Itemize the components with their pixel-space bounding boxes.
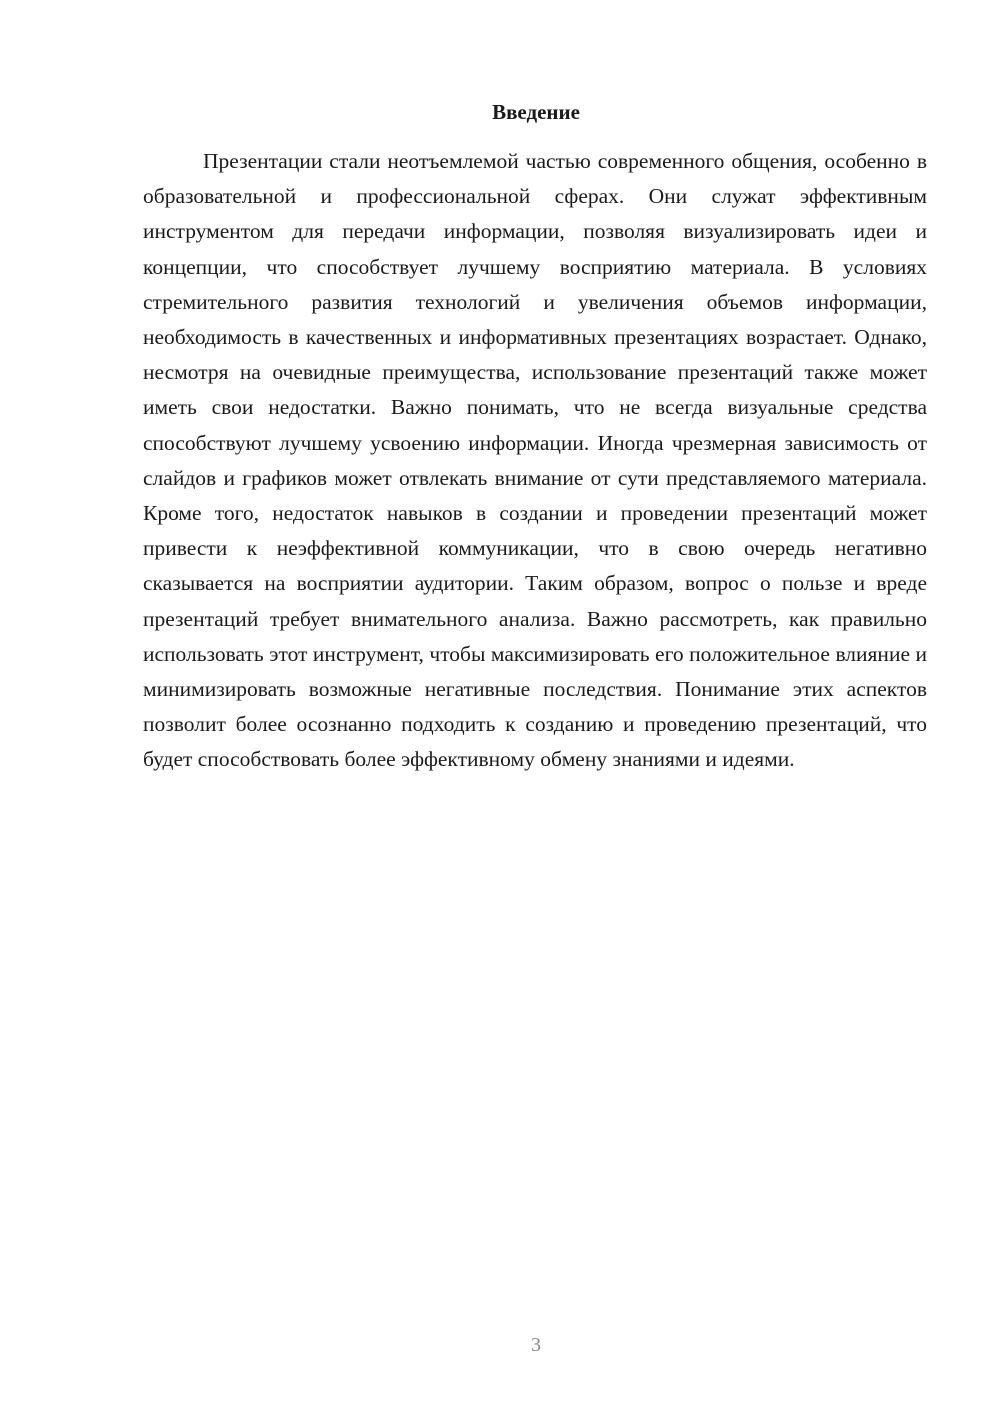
body-paragraph: Презентации стали неотъемлемой частью современного общения, особенно в образовательной и профессиональной сферах. Они служат эффективным инструментом для передачи информации, позволяя визуализировать идеи и концепции, что способствует лучшему восприятию материала. В условиях стремительного развития технологий и увеличения объемов информации, необходимость в качественных и информативных презентациях возрастает. Однако, несмотря на очевидные преимущества, использование презентаций также может иметь свои недостатки. Важно понимать, что не всегда визуальные средства способствуют лучшему усвоению информации. Иногда чрезмерная зависимость от слайдов и графиков может отвлекать внимание от сути представляемого материала. Кроме того, недостаток навыков в создании и проведении презентаций может привести к неэффективной коммуникации, что в свою очередь негативно сказывается на восприятии аудитории. Таким образом, вопрос о пользе и вреде презентаций требует внимательного анализа. Важно рассмотреть, как правильно использовать этот инструмент, чтобы максимизировать его положительное влияние и минимизировать возможные негативные последствия. Понимание этих аспектов позволит более осознанно подходить к созданию и проведению презентаций, что будет способствовать более эффективному обмену знаниями и идеями. <box>143 149 927 772</box>
section-heading: Введение <box>492 100 580 124</box>
page-number: 3 <box>531 1334 541 1356</box>
